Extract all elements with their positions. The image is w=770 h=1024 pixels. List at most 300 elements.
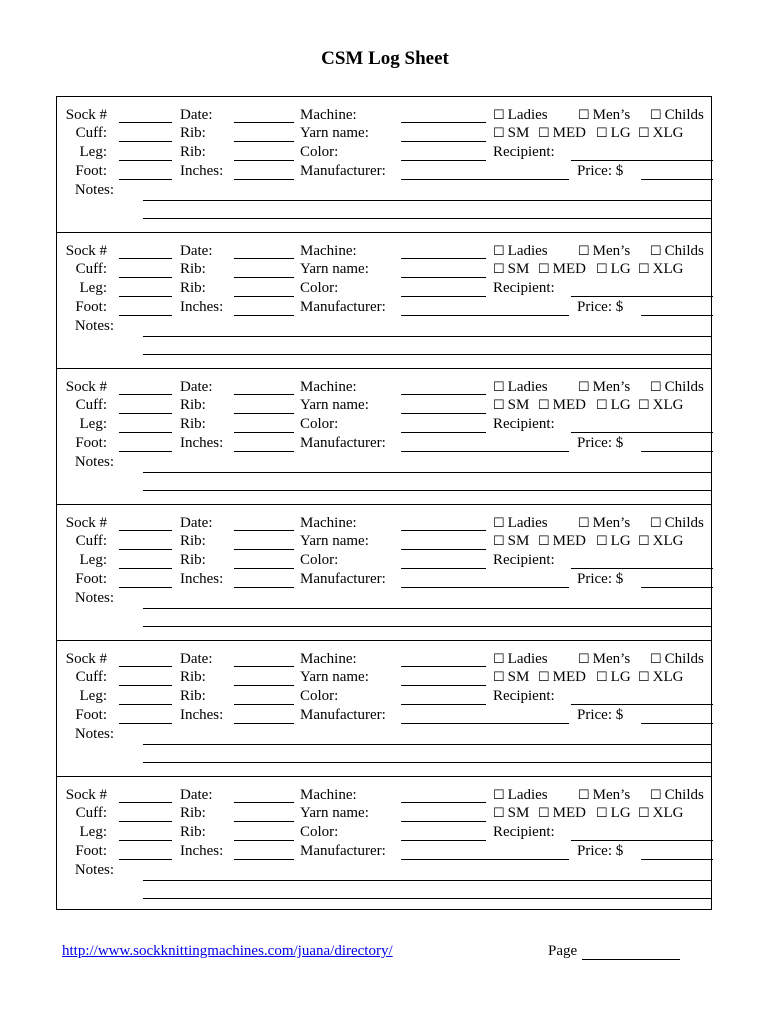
cuff-field[interactable] bbox=[119, 821, 172, 822]
sock-number-label: Sock # bbox=[65, 515, 107, 531]
checkbox-icon[interactable]: ☐ bbox=[578, 243, 590, 258]
rib-label: Rib: bbox=[180, 824, 206, 840]
rib-field[interactable] bbox=[234, 840, 294, 841]
checkbox-icon[interactable]: ☐ bbox=[596, 533, 608, 548]
size-checkbox-3[interactable] bbox=[638, 396, 683, 414]
size-checkbox-1[interactable] bbox=[538, 804, 586, 822]
type-checkbox-0-label: Ladies bbox=[507, 107, 548, 123]
price-label: Price: $ bbox=[577, 435, 624, 451]
inches-field[interactable] bbox=[234, 179, 294, 180]
type-checkbox-1[interactable] bbox=[578, 650, 630, 668]
leg-label: Leg: bbox=[79, 688, 107, 704]
type-checkbox-0-label: Ladies bbox=[507, 243, 548, 259]
checkbox-icon[interactable]: ☐ bbox=[650, 243, 662, 258]
machine-field[interactable] bbox=[401, 258, 486, 259]
notes-label: Notes: bbox=[74, 454, 114, 470]
yarn-name-field[interactable] bbox=[401, 685, 486, 686]
yarn-name-field[interactable] bbox=[401, 821, 486, 822]
recipient-label: Recipient: bbox=[493, 824, 555, 840]
recipient-field[interactable] bbox=[571, 296, 713, 297]
checkbox-icon[interactable]: ☐ bbox=[493, 243, 505, 258]
type-checkbox-0-label: Ladies bbox=[507, 379, 548, 395]
size-checkbox-3-label: XLG bbox=[652, 261, 684, 277]
log-entry bbox=[57, 641, 711, 777]
type-checkbox-2[interactable] bbox=[650, 786, 704, 804]
checkbox-icon[interactable]: ☐ bbox=[650, 787, 662, 802]
manufacturer-label: Manufacturer: bbox=[300, 299, 386, 315]
leg-field[interactable] bbox=[119, 704, 172, 705]
recipient-field[interactable] bbox=[571, 160, 713, 161]
size-checkbox-0-label: SM bbox=[507, 533, 530, 549]
inches-field[interactable] bbox=[234, 315, 294, 316]
machine-field[interactable] bbox=[401, 394, 486, 395]
date-label: Date: bbox=[180, 243, 213, 259]
log-entry bbox=[57, 369, 711, 505]
log-entry bbox=[57, 777, 711, 913]
inches-field[interactable] bbox=[234, 723, 294, 724]
size-checkbox-0[interactable] bbox=[493, 396, 529, 414]
date-field[interactable] bbox=[234, 258, 294, 259]
foot-field[interactable] bbox=[119, 723, 172, 724]
type-checkbox-0-label: Ladies bbox=[507, 787, 548, 803]
sock-number-field[interactable] bbox=[119, 530, 172, 531]
size-checkbox-1-label: MED bbox=[552, 669, 586, 685]
date-label: Date: bbox=[180, 787, 213, 803]
price-field[interactable] bbox=[641, 451, 713, 452]
rib-label: Rib: bbox=[180, 125, 206, 141]
price-field[interactable] bbox=[641, 587, 713, 588]
leg-label: Leg: bbox=[79, 144, 107, 160]
checkbox-icon[interactable]: ☐ bbox=[638, 669, 650, 684]
size-checkbox-0[interactable] bbox=[493, 124, 529, 142]
notes-line[interactable] bbox=[143, 490, 711, 491]
date-field[interactable] bbox=[234, 122, 294, 123]
yarn-name-field[interactable] bbox=[401, 141, 486, 142]
size-checkbox-2[interactable] bbox=[596, 260, 631, 278]
inches-field[interactable] bbox=[234, 587, 294, 588]
checkbox-icon[interactable]: ☐ bbox=[638, 261, 650, 276]
notes-line[interactable] bbox=[143, 354, 711, 355]
recipient-label: Recipient: bbox=[493, 688, 555, 704]
sock-number-field[interactable] bbox=[119, 394, 172, 395]
size-checkbox-1-label: MED bbox=[552, 261, 586, 277]
checkbox-icon[interactable]: ☐ bbox=[493, 107, 505, 122]
size-checkbox-1[interactable] bbox=[538, 532, 586, 550]
yarn-name-label: Yarn name: bbox=[300, 533, 369, 549]
size-checkbox-0[interactable] bbox=[493, 260, 529, 278]
rib-field[interactable] bbox=[234, 432, 294, 433]
type-checkbox-0-label: Ladies bbox=[507, 515, 548, 531]
notes-label: Notes: bbox=[74, 182, 114, 198]
type-checkbox-1-label: Men’s bbox=[592, 515, 631, 531]
manufacturer-field[interactable] bbox=[401, 451, 569, 452]
size-checkbox-3[interactable] bbox=[638, 260, 683, 278]
rib-label: Rib: bbox=[180, 805, 206, 821]
date-label: Date: bbox=[180, 107, 213, 123]
checkbox-icon[interactable]: ☐ bbox=[650, 107, 662, 122]
rib-label: Rib: bbox=[180, 397, 206, 413]
notes-line[interactable] bbox=[143, 880, 711, 881]
recipient-field[interactable] bbox=[571, 568, 713, 569]
foot-field[interactable] bbox=[119, 179, 172, 180]
cuff-label: Cuff: bbox=[75, 533, 107, 549]
log-entry bbox=[57, 233, 711, 369]
machine-field[interactable] bbox=[401, 530, 486, 531]
foot-label: Foot: bbox=[75, 571, 107, 587]
size-checkbox-2[interactable] bbox=[596, 396, 631, 414]
checkbox-icon[interactable]: ☐ bbox=[538, 533, 550, 548]
checkbox-icon[interactable]: ☐ bbox=[493, 515, 505, 530]
cuff-field[interactable] bbox=[119, 141, 172, 142]
yarn-name-label: Yarn name: bbox=[300, 261, 369, 277]
color-field[interactable] bbox=[401, 432, 486, 433]
type-checkbox-0[interactable] bbox=[493, 514, 548, 532]
manufacturer-field[interactable] bbox=[401, 315, 569, 316]
yarn-name-label: Yarn name: bbox=[300, 805, 369, 821]
size-checkbox-0[interactable] bbox=[493, 668, 529, 686]
type-checkbox-2[interactable] bbox=[650, 378, 704, 396]
manufacturer-field[interactable] bbox=[401, 587, 569, 588]
foot-label: Foot: bbox=[75, 435, 107, 451]
date-label: Date: bbox=[180, 515, 213, 531]
date-field[interactable] bbox=[234, 802, 294, 803]
type-checkbox-1-label: Men’s bbox=[592, 379, 631, 395]
checkbox-icon[interactable]: ☐ bbox=[578, 651, 590, 666]
rib-label: Rib: bbox=[180, 144, 206, 160]
notes-line[interactable] bbox=[143, 472, 711, 473]
size-checkbox-3[interactable] bbox=[638, 124, 683, 142]
rib-label: Rib: bbox=[180, 280, 206, 296]
machine-label: Machine: bbox=[300, 243, 357, 259]
color-label: Color: bbox=[300, 824, 339, 840]
manufacturer-field[interactable] bbox=[401, 179, 569, 180]
machine-field[interactable] bbox=[401, 666, 486, 667]
checkbox-icon[interactable]: ☐ bbox=[638, 397, 650, 412]
size-checkbox-2-label: LG bbox=[610, 533, 631, 549]
yarn-name-label: Yarn name: bbox=[300, 397, 369, 413]
cuff-label: Cuff: bbox=[75, 261, 107, 277]
notes-line[interactable] bbox=[143, 218, 711, 219]
manufacturer-label: Manufacturer: bbox=[300, 163, 386, 179]
price-field[interactable] bbox=[641, 315, 713, 316]
rib-field[interactable] bbox=[234, 277, 294, 278]
price-field[interactable] bbox=[641, 179, 713, 180]
recipient-field[interactable] bbox=[571, 704, 713, 705]
cuff-field[interactable] bbox=[119, 413, 172, 414]
size-checkbox-3-label: XLG bbox=[652, 669, 684, 685]
size-checkbox-2-label: LG bbox=[610, 261, 631, 277]
inches-label: Inches: bbox=[180, 435, 224, 451]
machine-label: Machine: bbox=[300, 787, 357, 803]
sock-number-label: Sock # bbox=[65, 107, 107, 123]
type-checkbox-1[interactable] bbox=[578, 106, 630, 124]
sock-number-label: Sock # bbox=[65, 379, 107, 395]
cuff-label: Cuff: bbox=[75, 805, 107, 821]
size-checkbox-2[interactable] bbox=[596, 532, 631, 550]
yarn-name-field[interactable] bbox=[401, 277, 486, 278]
inches-field[interactable] bbox=[234, 859, 294, 860]
type-checkbox-1-label: Men’s bbox=[592, 651, 631, 667]
size-checkbox-0-label: SM bbox=[507, 261, 530, 277]
size-checkbox-1[interactable] bbox=[538, 260, 586, 278]
checkbox-icon[interactable]: ☐ bbox=[538, 669, 550, 684]
checkbox-icon[interactable]: ☐ bbox=[596, 261, 608, 276]
notes-line[interactable] bbox=[143, 626, 711, 627]
leg-field[interactable] bbox=[119, 296, 172, 297]
leg-label: Leg: bbox=[79, 416, 107, 432]
machine-label: Machine: bbox=[300, 379, 357, 395]
manufacturer-label: Manufacturer: bbox=[300, 571, 386, 587]
sock-number-field[interactable] bbox=[119, 666, 172, 667]
type-checkbox-0[interactable] bbox=[493, 242, 548, 260]
checkbox-icon[interactable]: ☐ bbox=[538, 261, 550, 276]
rib-field[interactable] bbox=[234, 685, 294, 686]
type-checkbox-2-label: Childs bbox=[664, 379, 704, 395]
recipient-field[interactable] bbox=[571, 840, 713, 841]
inches-label: Inches: bbox=[180, 571, 224, 587]
checkbox-icon[interactable]: ☐ bbox=[578, 787, 590, 802]
color-field[interactable] bbox=[401, 704, 486, 705]
checkbox-icon[interactable]: ☐ bbox=[493, 787, 505, 802]
type-checkbox-1[interactable] bbox=[578, 242, 630, 260]
size-checkbox-1-label: MED bbox=[552, 805, 586, 821]
price-label: Price: $ bbox=[577, 843, 624, 859]
foot-label: Foot: bbox=[75, 299, 107, 315]
notes-label: Notes: bbox=[74, 862, 114, 878]
price-label: Price: $ bbox=[577, 571, 624, 587]
color-field[interactable] bbox=[401, 160, 486, 161]
leg-field[interactable] bbox=[119, 432, 172, 433]
rib-field[interactable] bbox=[234, 141, 294, 142]
checkbox-icon[interactable]: ☐ bbox=[493, 125, 505, 140]
sock-number-field[interactable] bbox=[119, 122, 172, 123]
yarn-name-field[interactable] bbox=[401, 549, 486, 550]
machine-field[interactable] bbox=[401, 122, 486, 123]
checkbox-icon[interactable]: ☐ bbox=[538, 805, 550, 820]
date-label: Date: bbox=[180, 651, 213, 667]
rib-field[interactable] bbox=[234, 296, 294, 297]
color-label: Color: bbox=[300, 416, 339, 432]
cuff-field[interactable] bbox=[119, 549, 172, 550]
type-checkbox-0[interactable] bbox=[493, 786, 548, 804]
notes-label: Notes: bbox=[74, 726, 114, 742]
log-entry bbox=[57, 97, 711, 233]
checkbox-icon[interactable]: ☐ bbox=[650, 651, 662, 666]
inches-label: Inches: bbox=[180, 299, 224, 315]
notes-line[interactable] bbox=[143, 608, 711, 609]
page-number-blank[interactable] bbox=[582, 959, 680, 960]
size-checkbox-0-label: SM bbox=[507, 805, 530, 821]
color-field[interactable] bbox=[401, 568, 486, 569]
manufacturer-label: Manufacturer: bbox=[300, 435, 386, 451]
size-checkbox-3-label: XLG bbox=[652, 805, 684, 821]
cuff-field[interactable] bbox=[119, 685, 172, 686]
size-checkbox-3[interactable] bbox=[638, 668, 683, 686]
size-checkbox-0[interactable] bbox=[493, 532, 529, 550]
rib-field[interactable] bbox=[234, 821, 294, 822]
type-checkbox-2-label: Childs bbox=[664, 107, 704, 123]
checkbox-icon[interactable]: ☐ bbox=[493, 397, 505, 412]
recipient-label: Recipient: bbox=[493, 144, 555, 160]
inches-field[interactable] bbox=[234, 451, 294, 452]
notes-line[interactable] bbox=[143, 762, 711, 763]
price-field[interactable] bbox=[641, 723, 713, 724]
size-checkbox-1-label: MED bbox=[552, 397, 586, 413]
checkbox-icon[interactable]: ☐ bbox=[493, 533, 505, 548]
size-checkbox-1[interactable] bbox=[538, 396, 586, 414]
leg-label: Leg: bbox=[79, 824, 107, 840]
sock-number-field[interactable] bbox=[119, 802, 172, 803]
foot-field[interactable] bbox=[119, 859, 172, 860]
checkbox-icon[interactable]: ☐ bbox=[578, 107, 590, 122]
size-checkbox-1[interactable] bbox=[538, 668, 586, 686]
checkbox-icon[interactable]: ☐ bbox=[650, 379, 662, 394]
cuff-field[interactable] bbox=[119, 277, 172, 278]
size-checkbox-2-label: LG bbox=[610, 397, 631, 413]
checkbox-icon[interactable]: ☐ bbox=[578, 515, 590, 530]
leg-field[interactable] bbox=[119, 568, 172, 569]
machine-field[interactable] bbox=[401, 802, 486, 803]
checkbox-icon[interactable]: ☐ bbox=[596, 669, 608, 684]
size-checkbox-2[interactable] bbox=[596, 804, 631, 822]
notes-line[interactable] bbox=[143, 200, 711, 201]
price-label: Price: $ bbox=[577, 299, 624, 315]
machine-label: Machine: bbox=[300, 515, 357, 531]
rib-field[interactable] bbox=[234, 160, 294, 161]
manufacturer-field[interactable] bbox=[401, 859, 569, 860]
notes-line[interactable] bbox=[143, 898, 711, 899]
rib-label: Rib: bbox=[180, 416, 206, 432]
rib-field[interactable] bbox=[234, 568, 294, 569]
foot-field[interactable] bbox=[119, 315, 172, 316]
rib-field[interactable] bbox=[234, 704, 294, 705]
color-label: Color: bbox=[300, 688, 339, 704]
size-checkbox-0-label: SM bbox=[507, 397, 530, 413]
notes-line[interactable] bbox=[143, 744, 711, 745]
date-label: Date: bbox=[180, 379, 213, 395]
type-checkbox-1-label: Men’s bbox=[592, 107, 631, 123]
price-field[interactable] bbox=[641, 859, 713, 860]
color-field[interactable] bbox=[401, 840, 486, 841]
log-sheet-table bbox=[56, 96, 712, 910]
date-field[interactable] bbox=[234, 530, 294, 531]
foot-field[interactable] bbox=[119, 587, 172, 588]
checkbox-icon[interactable]: ☐ bbox=[493, 379, 505, 394]
size-checkbox-0[interactable] bbox=[493, 804, 529, 822]
type-checkbox-2[interactable] bbox=[650, 650, 704, 668]
leg-field[interactable] bbox=[119, 840, 172, 841]
color-label: Color: bbox=[300, 144, 339, 160]
size-checkbox-2-label: LG bbox=[610, 805, 631, 821]
size-checkbox-0-label: SM bbox=[507, 669, 530, 685]
type-checkbox-2[interactable] bbox=[650, 106, 704, 124]
size-checkbox-2[interactable] bbox=[596, 124, 631, 142]
type-checkbox-0[interactable] bbox=[493, 650, 548, 668]
size-checkbox-3-label: XLG bbox=[652, 533, 684, 549]
type-checkbox-2-label: Childs bbox=[664, 243, 704, 259]
rib-field[interactable] bbox=[234, 413, 294, 414]
size-checkbox-2[interactable] bbox=[596, 668, 631, 686]
type-checkbox-2-label: Childs bbox=[664, 515, 704, 531]
inches-label: Inches: bbox=[180, 843, 224, 859]
sock-number-field[interactable] bbox=[119, 258, 172, 259]
checkbox-icon[interactable]: ☐ bbox=[638, 533, 650, 548]
checkbox-icon[interactable]: ☐ bbox=[596, 125, 608, 140]
type-checkbox-1-label: Men’s bbox=[592, 787, 631, 803]
checkbox-icon[interactable]: ☐ bbox=[493, 805, 505, 820]
size-checkbox-1[interactable] bbox=[538, 124, 586, 142]
cuff-label: Cuff: bbox=[75, 125, 107, 141]
foot-field[interactable] bbox=[119, 451, 172, 452]
recipient-label: Recipient: bbox=[493, 416, 555, 432]
type-checkbox-2[interactable] bbox=[650, 514, 704, 532]
size-checkbox-3[interactable] bbox=[638, 532, 683, 550]
color-label: Color: bbox=[300, 280, 339, 296]
type-checkbox-1[interactable] bbox=[578, 378, 630, 396]
size-checkbox-3[interactable] bbox=[638, 804, 683, 822]
yarn-name-field[interactable] bbox=[401, 413, 486, 414]
leg-field[interactable] bbox=[119, 160, 172, 161]
checkbox-icon[interactable]: ☐ bbox=[596, 397, 608, 412]
inches-label: Inches: bbox=[180, 163, 224, 179]
directory-link[interactable]: http://www.sockknittingmachines.com/juana/directory/ bbox=[62, 943, 393, 959]
type-checkbox-0[interactable] bbox=[493, 378, 548, 396]
foot-label: Foot: bbox=[75, 843, 107, 859]
page-title: CSM Log Sheet bbox=[321, 48, 449, 69]
checkbox-icon[interactable]: ☐ bbox=[493, 669, 505, 684]
checkbox-icon[interactable]: ☐ bbox=[638, 805, 650, 820]
color-field[interactable] bbox=[401, 296, 486, 297]
checkbox-icon[interactable]: ☐ bbox=[596, 805, 608, 820]
rib-label: Rib: bbox=[180, 688, 206, 704]
rib-field[interactable] bbox=[234, 549, 294, 550]
type-checkbox-0[interactable] bbox=[493, 106, 548, 124]
notes-line[interactable] bbox=[143, 336, 711, 337]
checkbox-icon[interactable]: ☐ bbox=[638, 125, 650, 140]
type-checkbox-1[interactable] bbox=[578, 786, 630, 804]
recipient-label: Recipient: bbox=[493, 552, 555, 568]
rib-label: Rib: bbox=[180, 669, 206, 685]
manufacturer-field[interactable] bbox=[401, 723, 569, 724]
size-checkbox-3-label: XLG bbox=[652, 397, 684, 413]
recipient-label: Recipient: bbox=[493, 280, 555, 296]
leg-label: Leg: bbox=[79, 552, 107, 568]
machine-label: Machine: bbox=[300, 651, 357, 667]
price-label: Price: $ bbox=[577, 163, 624, 179]
rib-label: Rib: bbox=[180, 261, 206, 277]
date-field[interactable] bbox=[234, 394, 294, 395]
type-checkbox-0-label: Ladies bbox=[507, 651, 548, 667]
checkbox-icon[interactable]: ☐ bbox=[538, 397, 550, 412]
checkbox-icon[interactable]: ☐ bbox=[578, 379, 590, 394]
checkbox-icon[interactable]: ☐ bbox=[493, 261, 505, 276]
type-checkbox-2-label: Childs bbox=[664, 651, 704, 667]
checkbox-icon[interactable]: ☐ bbox=[538, 125, 550, 140]
notes-label: Notes: bbox=[74, 318, 114, 334]
checkbox-icon[interactable]: ☐ bbox=[493, 651, 505, 666]
cuff-label: Cuff: bbox=[75, 669, 107, 685]
date-field[interactable] bbox=[234, 666, 294, 667]
size-checkbox-1-label: MED bbox=[552, 533, 586, 549]
color-label: Color: bbox=[300, 552, 339, 568]
manufacturer-label: Manufacturer: bbox=[300, 707, 386, 723]
type-checkbox-1[interactable] bbox=[578, 514, 630, 532]
size-checkbox-2-label: LG bbox=[610, 125, 631, 141]
recipient-field[interactable] bbox=[571, 432, 713, 433]
size-checkbox-0-label: SM bbox=[507, 125, 530, 141]
checkbox-icon[interactable]: ☐ bbox=[650, 515, 662, 530]
type-checkbox-2[interactable] bbox=[650, 242, 704, 260]
